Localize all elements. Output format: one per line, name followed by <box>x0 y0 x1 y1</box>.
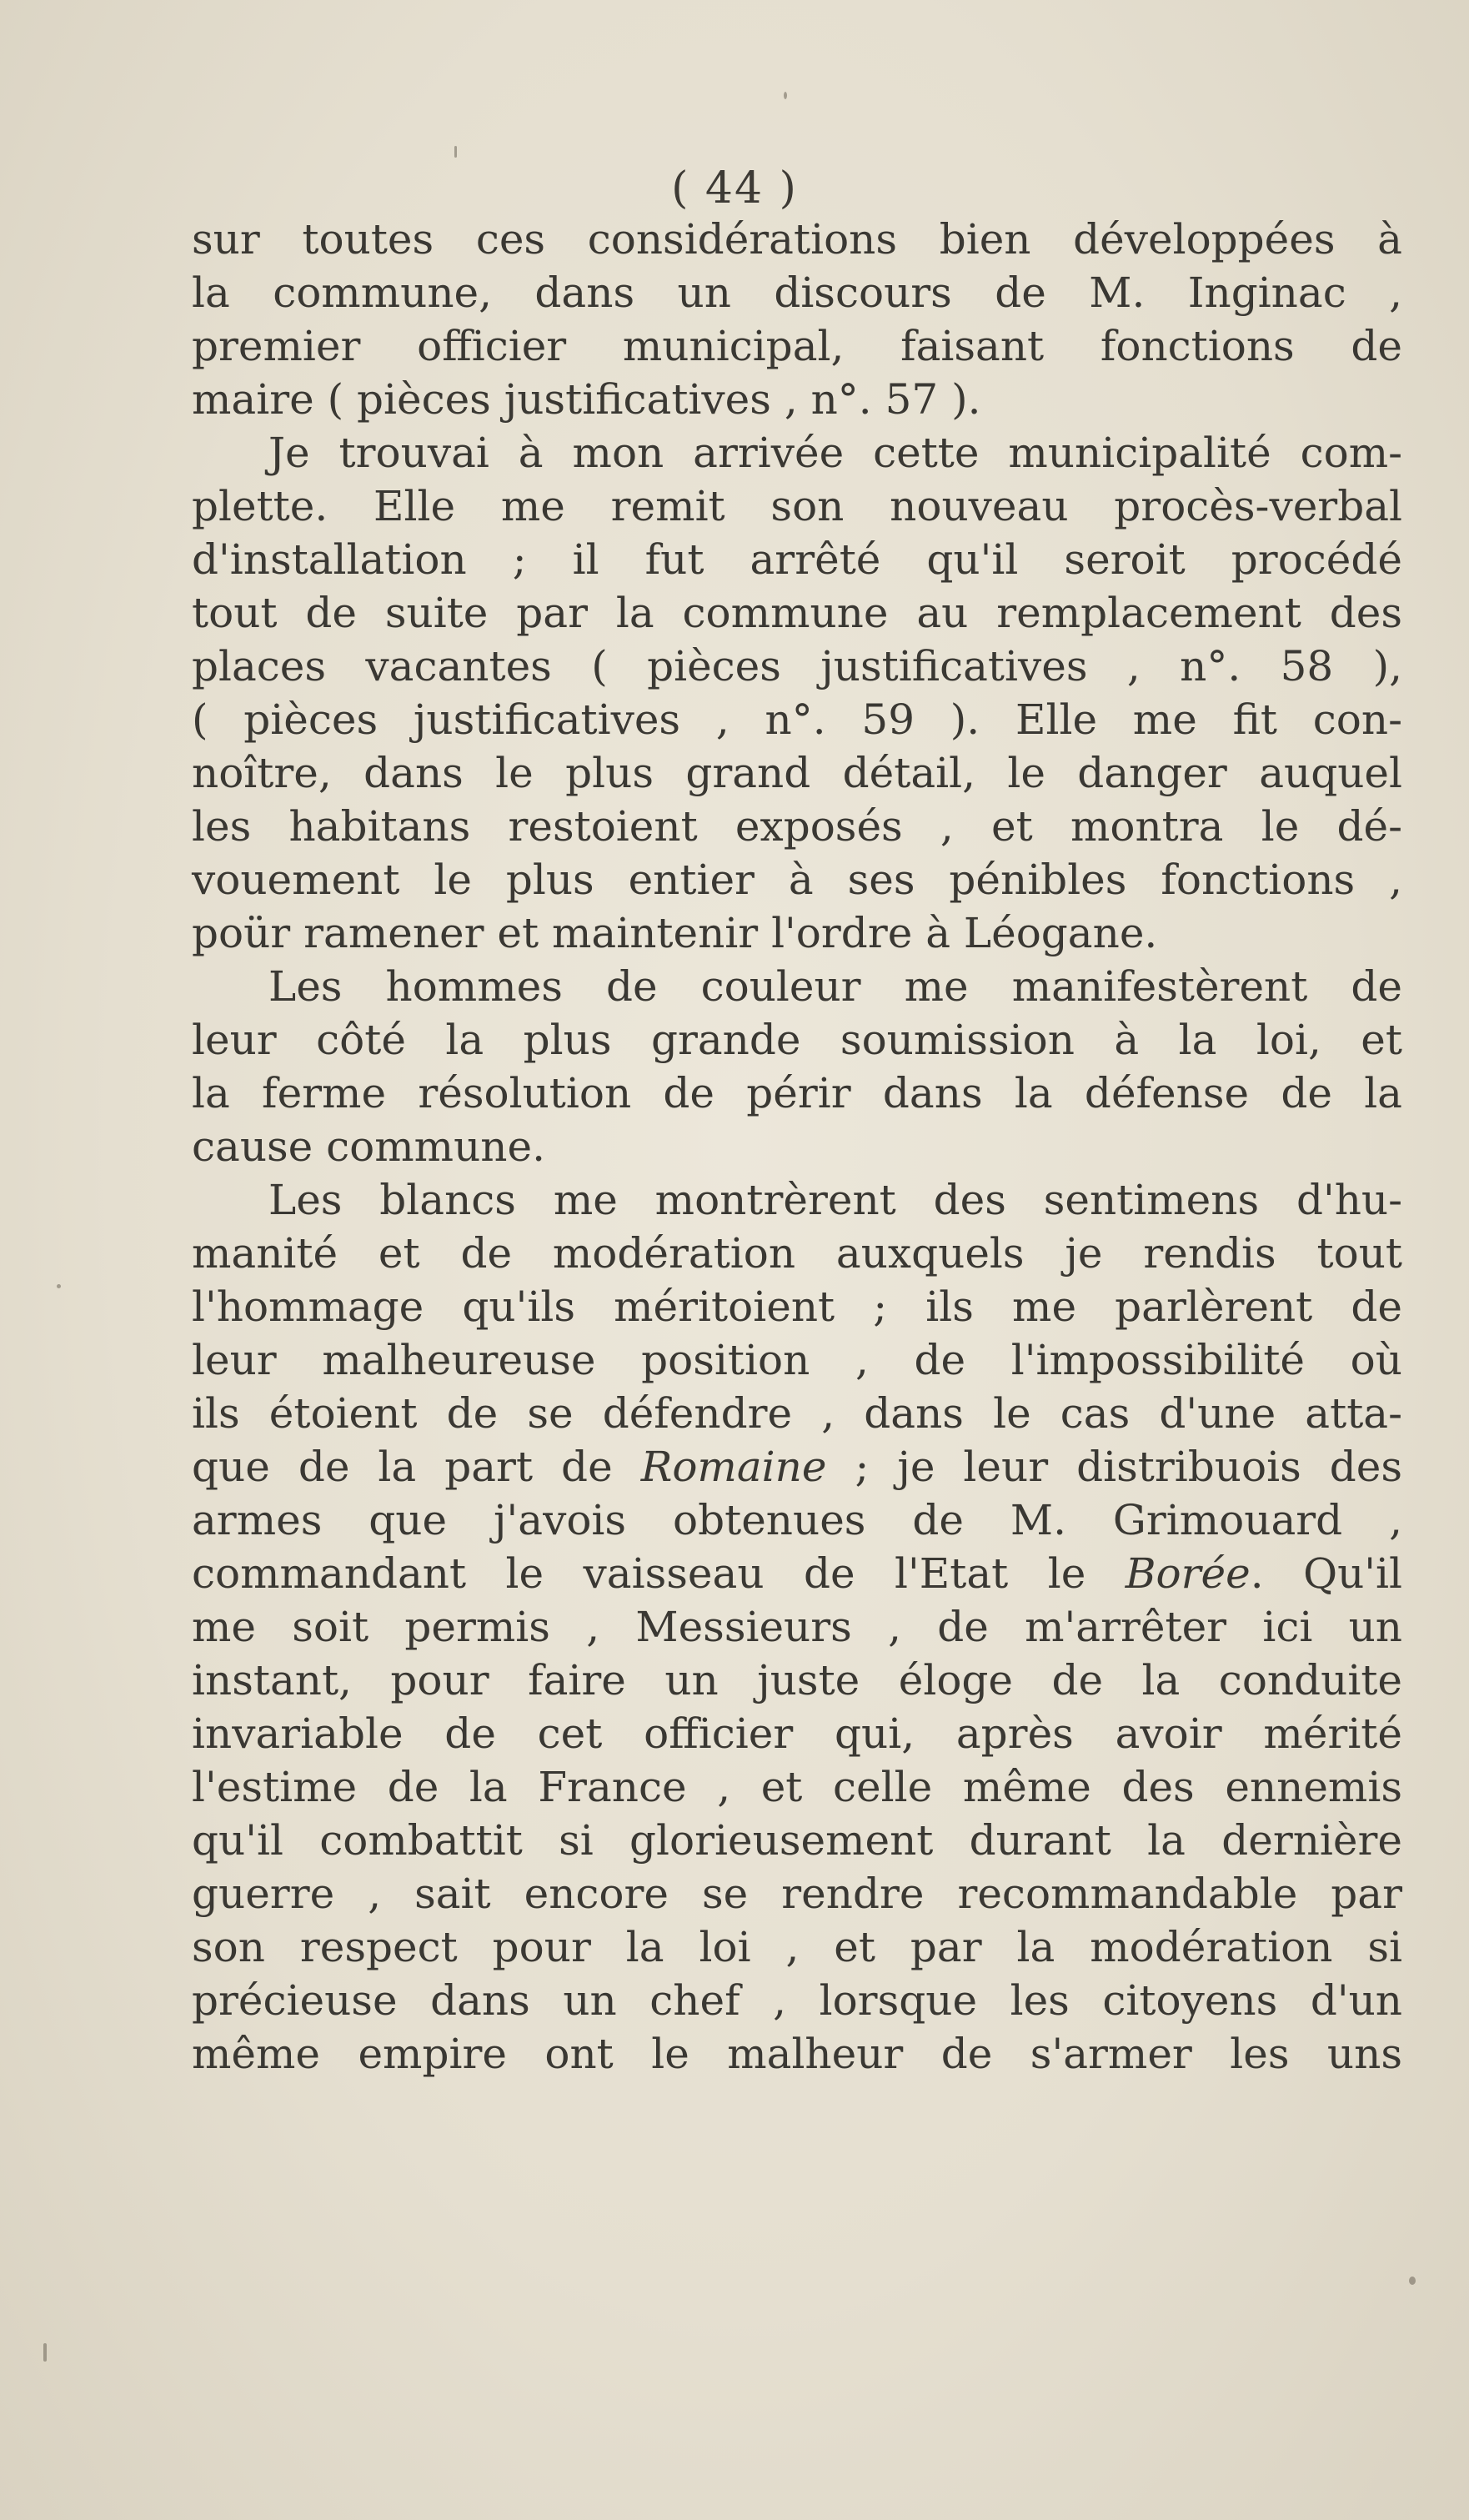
text-run: commandant le vaisseau de l'Etat le <box>192 1549 1126 1598</box>
text-line: armes que j'avois obtenues de M. Grimouard , <box>192 1496 1402 1544</box>
paragraph-start: Je trouvai à mon arrivée cette municipalité com- <box>268 429 1402 477</box>
text-line: son respect pour la loi , et par la modération si <box>192 1923 1402 1971</box>
text-run: ; je leur distribuois des <box>826 1443 1403 1491</box>
text-line: maire ( pièces justificatives , n°. 57 ). <box>192 375 981 424</box>
paragraph-start: Les blancs me montrèrent des sentimens d'hu- <box>268 1176 1402 1224</box>
text-line: ils étoient de se défendre , dans le cas d'une atta- <box>192 1389 1402 1438</box>
text-line: l'hommage qu'ils méritoient ; ils me parlèrent de <box>192 1283 1402 1331</box>
text-line: plette. Elle me remit son nouveau procès-verbal <box>192 482 1402 530</box>
paper-speck <box>1409 2277 1416 2285</box>
text-line <box>192 1547 1402 1600</box>
text-line: les habitans restoient exposés , et montra le dé- <box>192 802 1402 851</box>
text-line: instant, pour faire un juste éloge de la conduite <box>192 1656 1402 1704</box>
text-line: même empire ont le malheur de s'armer les uns <box>192 2030 1402 2078</box>
text-line: places vacantes ( pièces justificatives , n°. 58 ), <box>192 642 1402 690</box>
text-line: me soit permis , Messieurs , de m'arrêter ici un <box>192 1603 1402 1651</box>
text-line: poür ramener et maintenir l'ordre à Léogane. <box>192 909 1158 957</box>
text-line: tout de suite par la commune au remplacement des <box>192 589 1402 637</box>
text-line: vouement le plus entier à ses pénibles fonctions , <box>192 856 1402 904</box>
page-number: ( 44 ) <box>671 163 798 213</box>
text-line: précieuse dans un chef , lorsque les citoyens d'un <box>192 1976 1402 2025</box>
text-line: leur malheureuse position , de l'impossibilité où <box>192 1336 1402 1384</box>
text-line <box>192 1440 1402 1493</box>
italic-ship-name-boree: Borée <box>1125 1549 1251 1598</box>
text-line: la commune, dans un discours de M. Inginac , <box>192 269 1402 317</box>
text-line: premier officier municipal, faisant fonctions de <box>192 322 1402 370</box>
text-line: guerre , sait encore se rendre recommandable par <box>192 1870 1402 1918</box>
text-run: que de la part de <box>192 1443 641 1491</box>
text-line: sur toutes ces considérations bien développées à <box>192 215 1402 264</box>
text-line: ( pièces justificatives , n°. 59 ). Elle me fit con- <box>192 695 1402 744</box>
text-run: . Qu'il <box>1250 1549 1402 1598</box>
italic-name-romaine: Romaine <box>640 1443 827 1491</box>
paper-speck <box>57 1284 61 1288</box>
text-line: manité et de modération auxquels je rendis tout <box>192 1229 1402 1278</box>
paper-speck <box>43 2343 47 2362</box>
text-line: qu'il combattit si glorieusement durant la dernière <box>192 1816 1402 1865</box>
text-line: invariable de cet officier qui, après avoir mérité <box>192 1709 1402 1758</box>
paper-speck <box>784 92 787 99</box>
text-line: leur côté la plus grande soumission à la loi, et <box>192 1016 1402 1064</box>
paper-speck <box>454 146 457 158</box>
text-line: la ferme résolution de périr dans la défense de la <box>192 1069 1402 1117</box>
text-line: cause commune. <box>192 1122 545 1171</box>
body-text <box>192 213 1402 2081</box>
text-line: noître, dans le plus grand détail, le danger auquel <box>192 749 1402 797</box>
text-line: l'estime de la France , et celle même des ennemis <box>192 1763 1402 1811</box>
paragraph-start: Les hommes de couleur me manifestèrent de <box>268 962 1402 1011</box>
text-line: d'installation ; il fut arrêté qu'il seroit procédé <box>192 535 1402 584</box>
